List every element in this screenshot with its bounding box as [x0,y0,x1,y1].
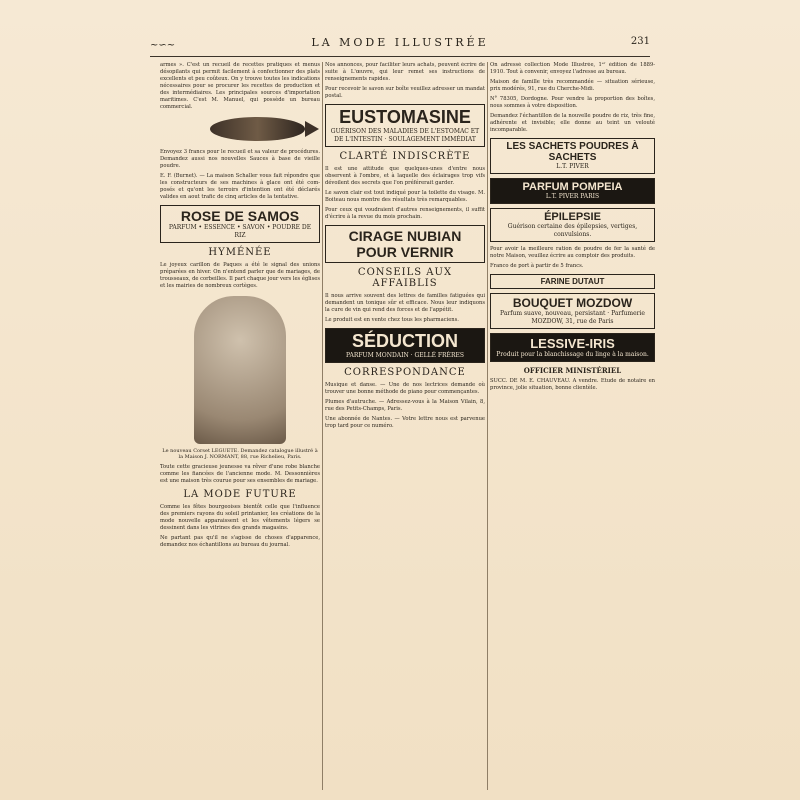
ad-rose-de-samos [160,205,320,243]
ad-subtitle: Produit pour la blanchissage du linge à la maison. [496,351,649,358]
article-paragraph: Demandez l'échantillon de la nouvelle poudre de riz, très fine, adhérente et invisible; elle donne au teint un velouté incomparable. [490,113,655,133]
ad-sachets-piver [490,138,655,174]
ad-title: FARINE DUTAUT [540,277,605,286]
ad-title: BOUQUET MOZDOW [512,296,633,310]
ad-subtitle: L.T. PIVER PARIS [545,193,600,200]
ad-title: LES SACHETS POUDRES À SACHETS [506,141,639,163]
ad-subtitle: PARFUM • ESSENCE • SAVON • POUDRE DE RIZ [168,224,312,239]
ad-subtitle: L.T. PIVER [556,163,589,170]
article-paragraph: armes ». C'est un recueil de recettes pratiques et menus désopilants qui permit facilement à confectionner des plats excellents et peu coûteux. On y trouve toutes les indications nécessaires pour se procurer les recettes de production et des intermédiaires. Les principales sources d'importation maritimes. C'est M. Manuel, qui possède un bureau commercial. [160,62,320,110]
column-3 [490,62,655,792]
ad-title: LESSIVE-IRIS [530,336,615,351]
ad-seduction [325,328,485,363]
column-divider [322,62,323,790]
article-paragraph: Le produit est en vente chez tous les pharmaciens. [325,317,459,323]
article-paragraph: Comme les fêtes bourgeoises bientôt celle que l'influence des premiers rayons du soleil printanier, les créations de la mode nouvelle apparaissent et les vêtements légers se dessinent dans les vitrines des grands magasins. [160,504,320,531]
article-paragraph: Une abonnée de Nantes. — Votre lettre nous est parvenue trop tard pour ce numéro. [325,416,485,429]
portrait-illustration [194,296,286,444]
ad-eustomasine [325,104,485,147]
article-paragraph: E. F. (Burnet). — La maison Schaller vous fait répondre que les constructeurs de ses machines à glace ont été com- posés et qu'ont les terroirs d'intention ont été déclarés valides en aout trafic de cinq articles de la tentative. [160,173,320,200]
ad-epilepsie [490,208,655,242]
page-number: 231 [630,36,650,47]
ad-parfum-pompeia [490,178,655,204]
ad-lessive-iris [490,333,655,362]
article-paragraph: Plumes d'autruche. — Adressez-vous à la Maison Vilain, 8, rue des Petits-Champs, Paris. [325,399,485,412]
section-heading: CONSEILS AUX AFFAIBLIS [357,267,453,289]
section-heading: OFFICIER MINISTÉRIEL [523,366,622,375]
article-paragraph: Le joyeux carillon de Paques a été le signal des unions préparées en hiver. On n'entend parler que de mariages, de trousseaux, de corbeilles. Il part chaque jour vers les églises et les mairies de nombreux cortèges. [160,262,320,289]
article-paragraph: Toute cette gracieuse jeunesse va rêver d'une robe blanche comme les fiancées de l'ancienne mode. M. Dessonnières est une maison très courue pour ses ensembles de mariage. [160,464,320,484]
ad-subtitle: PARFUM MONDAIN · GELLÉ FRÈRES [346,352,464,359]
article-paragraph: Envoyez 3 francs pour le recueil et sa valeur de procédures. Demandez aussi nos nouvelles Sauces à base de vieille poudre. [160,149,320,169]
article-paragraph: Le savon clair est tout indiqué pour la toilette du visage. M. Boiteau nous montre des résultats très remarquables. [325,190,485,203]
header-rule [150,56,650,57]
ad-title: ÉPILEPSIE [544,211,601,223]
header-ornament: ~∽~ [150,40,176,51]
ad-title: CIRAGE NUBIAN POUR VERNIR [348,228,462,260]
section-heading: LA MODE FUTURE [183,489,297,500]
image-caption: Le nouveau Corset LEGUETE. Demandez catalogue illustré à la Maison J. NORMANT, 88, rue Richelieu, Paris. [162,448,318,460]
column-1 [160,62,320,792]
section-heading: HYMÉNÉE [208,247,272,258]
page-header [150,36,650,56]
column-divider [487,62,488,790]
article-paragraph: Pour recevoir le savon sur boîte veuillez adresser un mandat postal. [325,86,485,99]
article-paragraph: Maison de famille très recommandée — situation sérieuse, prix modérés, 91, rue du Cherche-Midi. [490,79,655,92]
article-paragraph: Franco de port à partir de 5 francs. [490,263,584,269]
fish-illustration [210,117,305,141]
article-paragraph: Nos annonces, pour faciliter leurs achats, peuvent écrire de suite à L'œuvre, qui leur remet ses instructions de renseignements rapides. [325,62,485,82]
article-paragraph: On adressé collection Mode Illustrée, 1ᵉʳ édition de 1889-1910. Tout à convenir, envoyez l'adresse au bureau. [490,62,655,75]
ad-title: PARFUM POMPEIA [522,181,623,193]
section-heading: CLARTÉ INDISCRÈTE [339,151,471,162]
ad-subtitle: Guérison certaine des épilepsies, vertiges, convulsions. [507,223,638,238]
ad-title: ROSE DE SAMOS [180,208,300,224]
ad-subtitle: GUÉRISON DES MALADIES DE L'ESTOMAC ET DE L'INTESTIN · SOULAGEMENT IMMÉDIAT [330,128,480,143]
article-paragraph: Il est une attitude que quelques-unes d'entre nous observent à l'ombre, et à laquelle des éclairages trop vifs dévoilent des secrets que l'on préférerait garder. [325,166,485,186]
running-title: LA MODE ILLUSTRÉE [311,36,489,49]
ad-bouquet-mozdow [490,293,655,329]
article-paragraph: Musique et danse. — Une de nos lectrices demande où trouver une bonne méthode de piano pour commençantes. [325,382,485,395]
section-heading: CORRESPONDANCE [344,367,466,378]
ad-farine-dutaut [490,274,655,289]
ad-title: SÉDUCTION [351,331,458,351]
ad-cirage-nubian [325,225,485,263]
article-paragraph: SUCC. DE M. E. CHAUVEAU. A vendre. Etude de notaire en province, jolie situation, bonne clientèle. [490,378,655,391]
article-paragraph: N° 78305, Dordogne. Pour vendre la proportion des boîtes, nous sommes à votre disposition. [490,96,655,109]
article-paragraph: Pour avoir la meilleure ration de poudre de fer la santé de notre Maison, veuillez écrire au comptoir des produits. [490,246,655,259]
ad-subtitle: Parfum suave, nouveau, persistant · Parfumerie MOZDOW, 31, rue de Paris [500,310,645,325]
article-paragraph: Pour ceux qui voudraient d'autres renseignements, il suffit d'écrire à la revue du mois prochain. [325,207,485,220]
ad-title: EUSTOMASINE [339,107,471,127]
article-paragraph: Il nous arrive souvent des lettres de familles fatiguées qui demandent un tonique sûr et efficace. Nous leur indiquons la cure de vin qui rend des forces et de l'appétit. [325,293,485,313]
column-2 [325,62,485,792]
article-paragraph: Ne partant pas qu'il ne s'agisse de choses d'apparence, demandez nos échantillons au bureau du journal. [160,535,320,548]
